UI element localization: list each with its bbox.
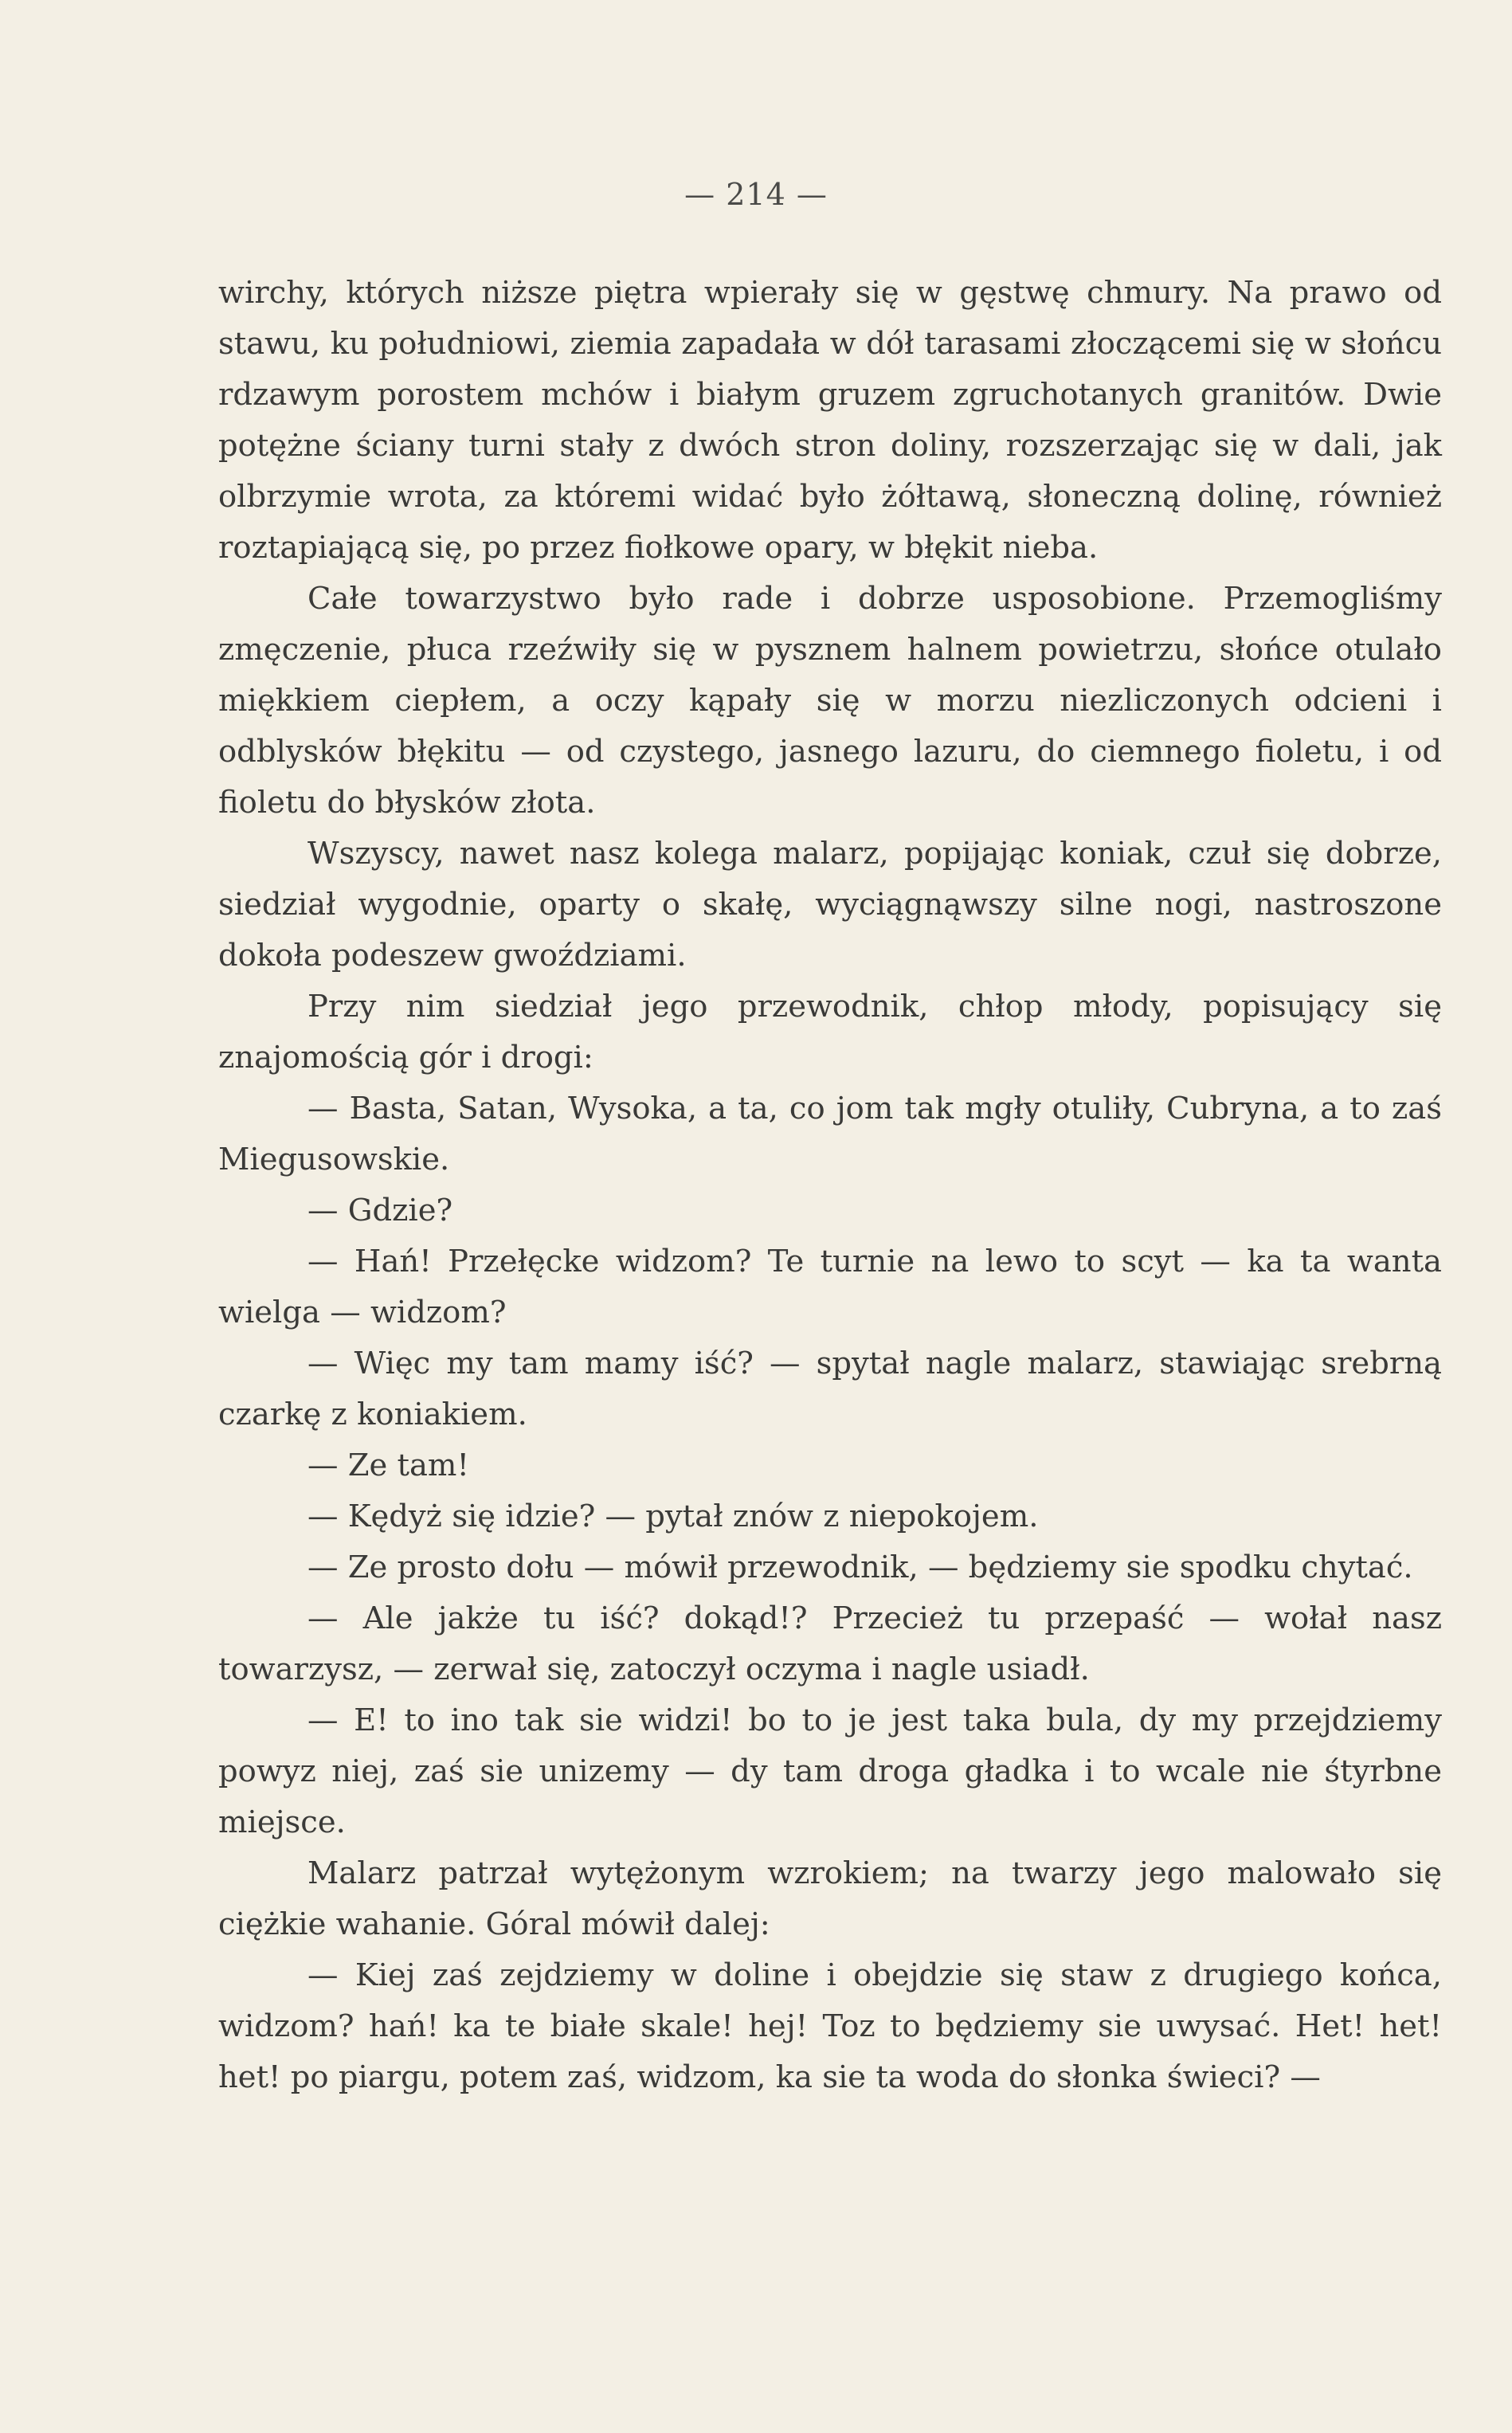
dialogue-line: — Gdzie? [307,1193,453,1228]
paragraph: Całe towarzystwo było rade i dobrze usposobione. Przemogliśmy zmęczenie, płuca rzeźwiły się w pysznem halnem powietrzu, słońce otulało miękkiem ciepłem, a oczy kąpały się w morzu niezliczonych odcieni i odblysków błękitu — od czystego, jasnego lazuru, do ciemnego fioletu, i od fioletu do błysków złota. [218,581,1442,821]
paragraph: Przy nim siedział jego przewodnik, chłop młody, popisujący się znajomością gór i drogi: [218,989,1442,1075]
dialogue-line: — E! to ino tak sie widzi! bo to je jest taka bula, dy my przejdziemy powyz niej, zaś sie unizemy — dy tam droga gładka i to wcale nie śtyrbne miejsce. [218,1702,1442,1840]
dialogue-line: — Ze tam! [307,1448,469,1483]
dialogue-line: — Basta, Satan, Wysoka, a ta, co jom tak mgły otuliły, Cubryna, a to zaś Miegusowskie. [218,1091,1442,1177]
dialogue-line: — Ze prosto dołu — mówił przewodnik, — będziemy sie spodku chytać. [307,1550,1413,1585]
dialogue-line: — Kędyż się idzie? — pytał znów z niepokojem. [307,1499,1039,1534]
page-number: — 214 — [684,177,828,212]
paragraph: Wszyscy, nawet nasz kolega malarz, popijając koniak, czuł się dobrze, siedział wygodnie, oparty o skałę, wyciągnąwszy silne nogi, nastroszone dokoła podeszew gwoździami. [218,836,1442,974]
dialogue-line: — Ale jakże tu iść? dokąd!? Przecież tu przepaść — wołał nasz towarzysz, — zerwał się, zatoczył oczyma i nagle usiadł. [218,1600,1442,1687]
body-text [218,268,1442,2103]
dialogue-line: — Hań! Przełęcke widzom? Te turnie na lewo to scyt — ka ta wanta wielga — widzom? [218,1244,1442,1330]
dialogue-line: — Więc my tam mamy iść? — spytał nagle malarz, stawiając srebrną czarkę z koniakiem. [218,1346,1442,1432]
paragraph: Malarz patrzał wytężonym wzrokiem; na twarzy jego malowało się ciężkie wahanie. Góral mówił dalej: [218,1855,1442,1942]
dialogue-line: — Kiej zaś zejdziemy w doline i obejdzie się staw z drugiego końca, widzom? hań! ka te białe skale! hej! Toz to będziemy sie uwysać. Het! het! het! po piargu, potem zaś, widzom, ka sie ta woda do słonka świeci? — [218,1957,1442,2095]
paragraph: wirchy, których niższe piętra wpierały się w gęstwę chmury. Na prawo od stawu, ku południowi, ziemia zapadała w dół tarasami złoczącemi się w słońcu rdzawym porostem mchów i białym gruzem zgruchotanych granitów. Dwie potężne ściany turni stały z dwóch stron doliny, rozszerzając się w dali, jak olbrzymie wrota, za któremi widać było żółtawą, słoneczną dolinę, również roztapiającą się, po przez fiołkowe opary, w błękit nieba. [218,275,1442,566]
